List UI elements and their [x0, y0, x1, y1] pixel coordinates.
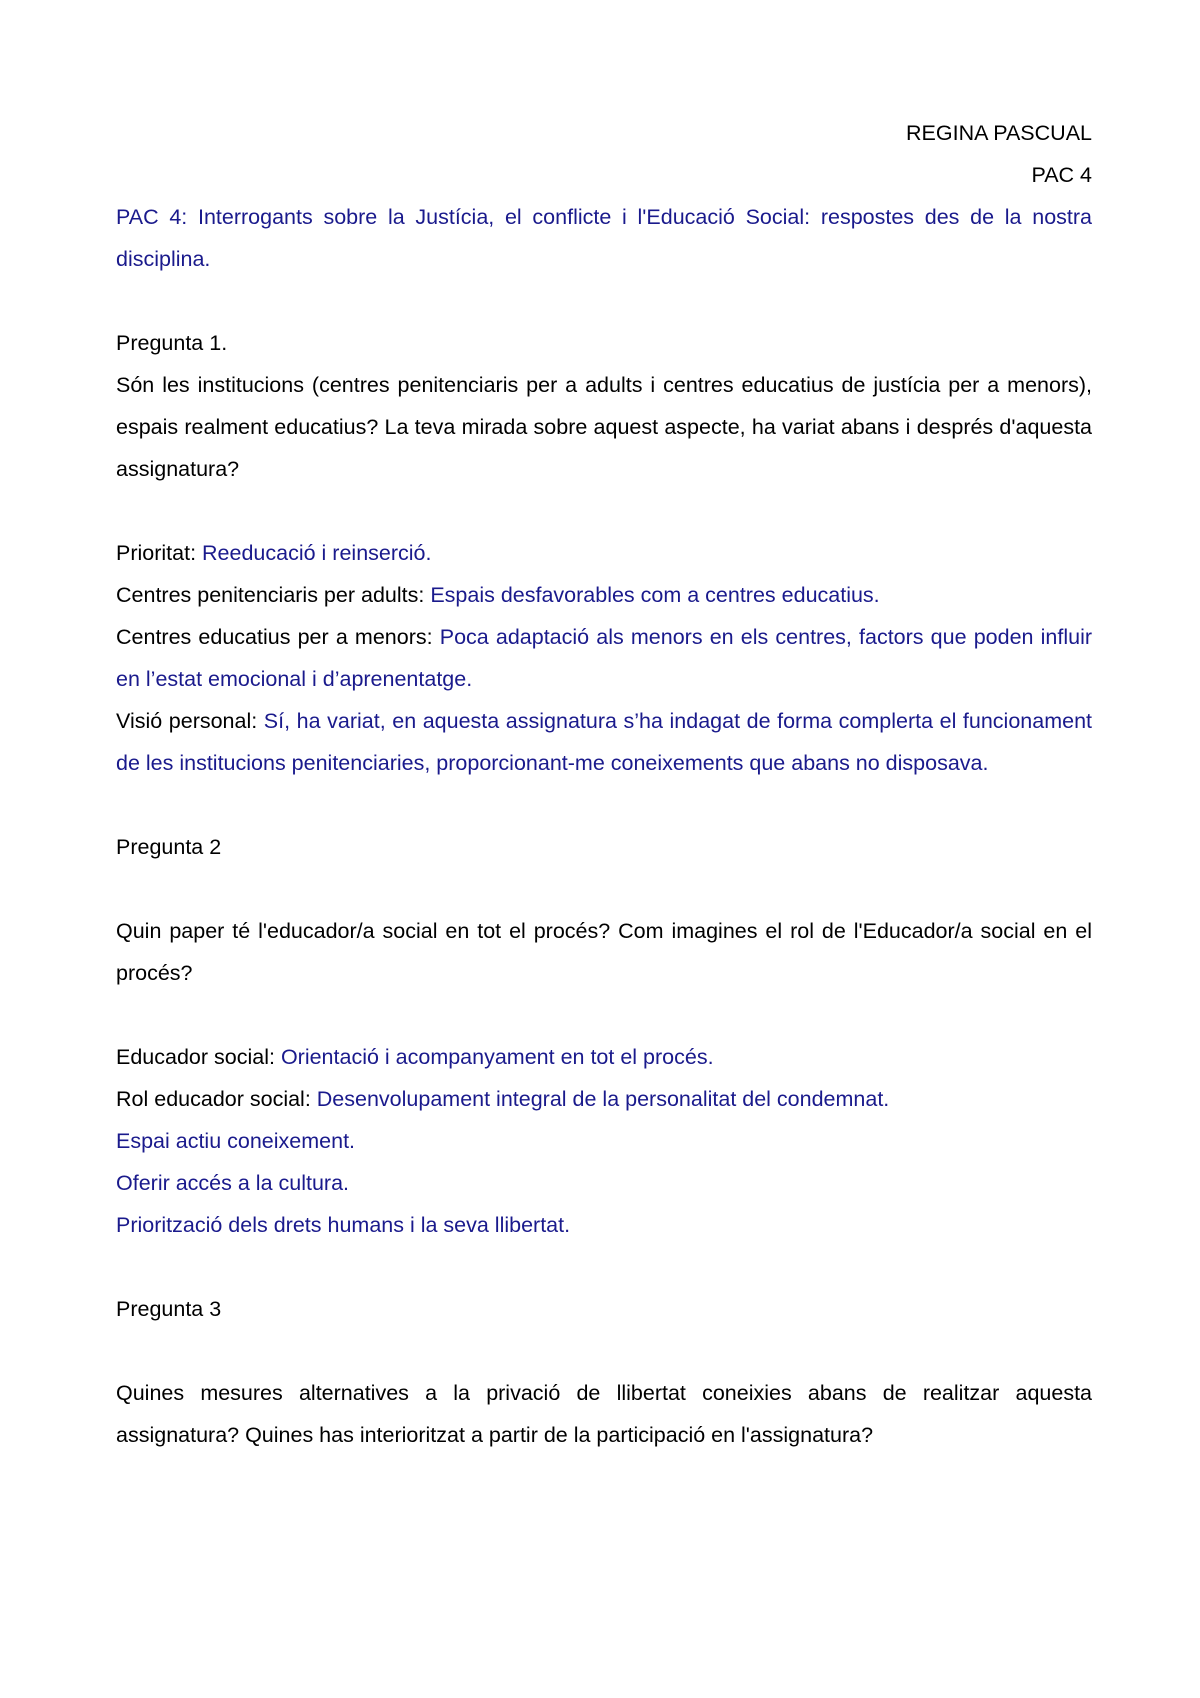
q1-answer-row: [116, 574, 1092, 616]
answer-text: Orientació i acompanyament en tot el procés.: [280, 1045, 714, 1069]
spacer: [116, 784, 1092, 826]
q1-answer-row: [116, 616, 1092, 700]
answer-text: Espais desfavorables com a centres educatius.: [430, 583, 880, 607]
q2-point: Espai actiu coneixement.: [116, 1129, 356, 1153]
q2-heading: Pregunta 2: [116, 835, 222, 859]
q1-answer-row: [116, 700, 1092, 784]
spacer: [116, 490, 1092, 532]
answer-label: Centres penitenciaris per adults:: [116, 583, 431, 607]
answer-label: Centres educatius per a menors:: [116, 625, 440, 649]
q2-question: Quin paper té l'educador/a social en tot el procés? Com imagines el rol de l'Educador/a social en el procés?: [116, 919, 1092, 985]
spacer: [116, 868, 1092, 910]
q3-heading: Pregunta 3: [116, 1297, 222, 1321]
answer-text: Desenvolupament integral de la personalitat del condemnat.: [316, 1087, 890, 1111]
answer-label: Prioritat:: [116, 541, 203, 565]
document-page: [116, 112, 1092, 1456]
q1-question: Són les institucions (centres penitenciaris per a adults i centres educatius de justícia per a menors), espais realment educatius? La teva mirada sobre aquest aspecte, ha variat abans i després d'aquesta assignatura?: [116, 373, 1092, 481]
author-name: REGINA PASCUAL: [906, 121, 1092, 145]
answer-text: Poca adaptació als menors en els centres, factors que poden influir en l’estat emocional i d’aprenentatge.: [116, 625, 1093, 691]
answer-label: Rol educador social:: [116, 1087, 317, 1111]
q1-answer-row: [116, 532, 1092, 574]
spacer: [116, 1246, 1092, 1288]
answer-label: Educador social:: [116, 1045, 281, 1069]
answer-text: Sí, ha variat, en aquesta assignatura s’ha indagat de forma complerta el funcionament de les institucions penitenciaries, proporcionant-me coneixements que abans no disposava.: [116, 709, 1092, 775]
q2-answer-row: [116, 1036, 1092, 1078]
document-title: PAC 4: Interrogants sobre la Justícia, el conflicte i l'Educació Social: respostes des de la nostra disciplina.: [116, 205, 1092, 271]
assignment-code: PAC 4: [1031, 163, 1092, 187]
spacer: [116, 994, 1092, 1036]
spacer: [116, 1330, 1092, 1372]
q2-answer-row: [116, 1078, 1092, 1120]
spacer: [116, 280, 1092, 322]
q2-point: Priorització dels drets humans i la seva llibertat.: [116, 1213, 571, 1237]
q3-question: Quines mesures alternatives a la privació de llibertat coneixies abans de realitzar aquesta assignatura? Quines has interioritzat a partir de la participació en l'assignatura?: [116, 1381, 1092, 1447]
answer-text: Reeducació i reinserció.: [202, 541, 432, 565]
q1-heading: Pregunta 1.: [116, 331, 228, 355]
answer-label: Visió personal:: [116, 709, 264, 733]
q2-point: Oferir accés a la cultura.: [116, 1171, 350, 1195]
